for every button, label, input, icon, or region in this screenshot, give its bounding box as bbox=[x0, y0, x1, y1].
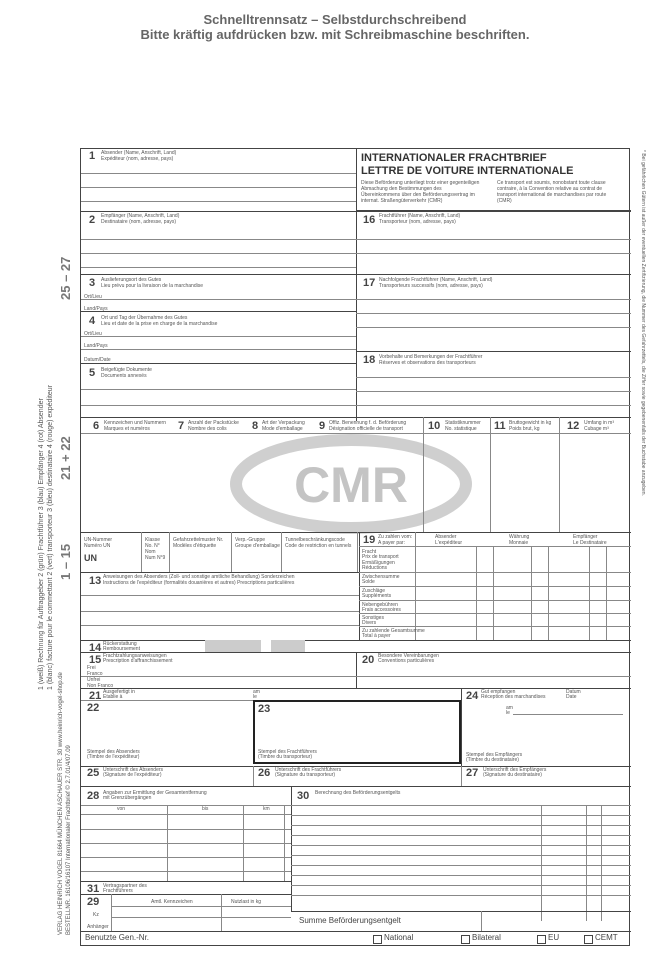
box-28-number: 28 bbox=[87, 790, 100, 802]
dg-numero-un: Numéro UN bbox=[84, 543, 111, 549]
box-13-label-fr: Instructions de l'expéditeur (formalités douanières et autres) Prescriptions particulières bbox=[103, 580, 295, 586]
box-18-number: 18 bbox=[363, 354, 376, 366]
box-8-label-fr: Mode d'emballage bbox=[262, 426, 303, 432]
title-box bbox=[356, 149, 631, 211]
cemt-checkbox[interactable] bbox=[584, 935, 593, 944]
dg-tunnel2: Code de restriction en tunnels bbox=[285, 543, 352, 549]
box-15-frei: Frei bbox=[87, 665, 96, 671]
box-21-label-fr: Etablie à bbox=[103, 694, 123, 700]
box-15-unfrei: Unfrei bbox=[87, 677, 101, 683]
dg-verp-gruppe: Verp.-Gruppe bbox=[235, 537, 266, 543]
box-10-number: 10 bbox=[428, 420, 441, 432]
box-15-nonfranco: Non Franco bbox=[87, 683, 114, 689]
box-24-date: Date bbox=[566, 694, 577, 700]
box-27-number: 27 bbox=[466, 767, 479, 779]
box-2-label: Empfänger (Name, Anschrift, Land) bbox=[101, 213, 180, 219]
box-24-label: Gut empfangen bbox=[481, 689, 516, 695]
cemt-label: CEMT bbox=[595, 933, 618, 942]
box-7-number: 7 bbox=[178, 420, 185, 432]
box-1-number: 1 bbox=[89, 150, 96, 162]
pay-row-6-fr: Total à payer bbox=[362, 633, 391, 639]
benutzte-label: Benutzte Gen.-Nr. bbox=[85, 933, 150, 942]
pay-row-2-de: Zwischensumme bbox=[362, 574, 400, 580]
box-8-label: Art der Verpackung bbox=[262, 420, 305, 426]
box-24-stempel-fr: (Timbre du destinataire) bbox=[466, 757, 519, 763]
box-11-number: 11 bbox=[494, 420, 506, 432]
box-21-label: Ausgefertigt in bbox=[103, 689, 135, 695]
pay-row-0-de: Fracht bbox=[362, 549, 377, 555]
box-21-le: le bbox=[253, 694, 257, 700]
summe-label: Summe Beförderungsentgelt bbox=[299, 916, 401, 925]
box-15-number: 15 bbox=[89, 654, 102, 666]
box-14-number: 14 bbox=[89, 642, 102, 654]
margin-copies: 1 (weiß) Rechnung für Auftraggeber 2 (grün) Frachtführer 3 (blau) Empfänger 4 (rot) Absender bbox=[38, 398, 45, 690]
box-25-number: 25 bbox=[87, 767, 100, 779]
box-19-destinataire: Le Destinataire bbox=[573, 540, 607, 546]
box-16-label-fr: Transporteur (nom, adresse, pays) bbox=[379, 219, 456, 225]
box-1-label: Absender (Name, Anschrift, Land) bbox=[101, 150, 177, 156]
box-25-label-fr: (Signature de l'expéditeur) bbox=[103, 772, 162, 778]
dg-un: UN bbox=[84, 553, 97, 563]
box-9-label: Offiz. Benennung f. d. Beförderung bbox=[329, 420, 407, 426]
pay-row-4-fr: Frais accessoires bbox=[362, 607, 401, 613]
box-24-le: le bbox=[506, 710, 510, 716]
box-4-ort: Ort/Lieu bbox=[84, 331, 102, 337]
box-17-number: 17 bbox=[363, 277, 376, 289]
box-18-label-fr: Réserves et observations des transporteurs bbox=[379, 360, 476, 366]
box-9-number: 9 bbox=[319, 420, 326, 432]
box-21-am: am bbox=[253, 689, 260, 695]
pay-row-3-fr: Suppléments bbox=[362, 593, 392, 599]
box-3-label-fr: Lieu prévu pour la livraison de la marchandise bbox=[101, 283, 204, 289]
box-28-km: km bbox=[263, 806, 270, 812]
box-26-label-fr: (Signature du transporteur) bbox=[275, 772, 336, 778]
box-6-number: 6 bbox=[93, 420, 100, 432]
cmr-form bbox=[80, 148, 630, 946]
title-text-fr: Ce transport est soumis, nonobstant toute clause contraire, à la Convention relative au contrat de transport international de marchandises par route (CMR) bbox=[497, 180, 607, 204]
box-26-number: 26 bbox=[258, 767, 271, 779]
box-6-label-fr: Marques et numéros bbox=[104, 426, 150, 432]
box-11-label: Bruttogewicht in kg bbox=[509, 420, 552, 426]
watermark-text: CMR bbox=[294, 457, 408, 513]
box-14-label: Rückerstattung bbox=[103, 641, 137, 647]
box-7-label-fr: Nombre des colis bbox=[188, 426, 227, 432]
cmr-watermark bbox=[226, 434, 476, 534]
box-24-am: am bbox=[506, 705, 513, 711]
margin-copies-fr: 1 (blanc) facture pour le commettant 2 (vert) transporteur 3 (bleu) destinataire 4 (rouge) expéditeur bbox=[47, 384, 54, 690]
box-28-bis: bis bbox=[202, 806, 209, 812]
box-30-label: Berechnung des Beförderungsentgelts bbox=[315, 790, 401, 796]
box-9-label-fr: Désignation officielle de transport bbox=[329, 426, 403, 432]
box-19-waehrung: Währung bbox=[509, 534, 530, 540]
box-24-datum: Datum bbox=[566, 689, 581, 695]
box-5-label-fr: Documents annexés bbox=[101, 373, 147, 379]
box-29-number: 29 bbox=[87, 896, 100, 908]
box-14-label-fr: Remboursement bbox=[103, 646, 140, 652]
dg-klasse: Klasse bbox=[145, 537, 161, 543]
box-15-franco: Franco bbox=[87, 671, 103, 677]
box-26-label: Unterschrift des Frachtführers bbox=[275, 767, 342, 773]
pay-row-3-de: Zuschläge bbox=[362, 588, 386, 594]
pay-row-5-de: Sonstiges bbox=[362, 615, 384, 621]
pay-row-0-fr: Prix de transport bbox=[362, 554, 399, 560]
margin-range-1: 1 – 15 bbox=[58, 543, 73, 580]
box-23-label: Stempel des Frachtführers bbox=[258, 749, 317, 755]
dg-klasse2: Num N°9 bbox=[145, 555, 166, 561]
box-6-label: Kennzeichen und Nummern bbox=[104, 420, 166, 426]
box-20-label-fr: Conventions particulières bbox=[378, 658, 435, 664]
box-31-label: Vertragspartner des bbox=[103, 883, 147, 889]
box-3-number: 3 bbox=[89, 277, 96, 289]
pay-row-4-de: Nebengebühren bbox=[362, 602, 398, 608]
box-12-label-fr: Cubage m³ bbox=[584, 426, 609, 432]
box-10-label-fr: No. statistique bbox=[445, 426, 477, 432]
box-28-label-fr: mit Grenzübergängen bbox=[103, 795, 152, 801]
bilateral-checkbox[interactable] bbox=[461, 935, 470, 944]
box-2-label-fr: Destinataire (nom, adresse, pays) bbox=[101, 219, 177, 225]
box-3-label: Auslieferungsort des Gutes bbox=[101, 277, 162, 283]
box-16-number: 16 bbox=[363, 214, 376, 226]
eu-checkbox[interactable] bbox=[537, 935, 546, 944]
pay-row-1-de: Ermäßigungen bbox=[362, 560, 395, 566]
box-17-label-fr: Transporteurs successifs (nom, adresse, pays) bbox=[379, 283, 483, 289]
box-3-land: Land/Pays bbox=[84, 306, 108, 312]
box-31-number: 31 bbox=[87, 883, 100, 895]
box-20-number: 20 bbox=[362, 654, 375, 666]
pay-row-2-fr: Solde bbox=[362, 579, 375, 585]
box-4-land: Land/Pays bbox=[84, 343, 108, 349]
box-19-expediteur: L'expéditeur bbox=[435, 540, 463, 546]
box-25-label: Unterschrift des Absenders bbox=[103, 767, 164, 773]
box-1-label-fr: Expéditeur (nom, adresse, pays) bbox=[101, 156, 174, 162]
dg-tunnel: Tunnelbeschränkungscode bbox=[285, 537, 345, 543]
dg-etiquette: Modèles d'étiquette bbox=[173, 543, 217, 549]
box-13-label: Anweisungen des Absenders (Zoll- und sonstige amtliche Behandlung) Sonderzeichen bbox=[103, 574, 295, 580]
box-29-anhaenger: Anhänger bbox=[87, 924, 109, 930]
box-4-label: Ort und Tag der Übernahme des Gutes bbox=[101, 315, 188, 321]
eu-label: EU bbox=[548, 933, 560, 942]
box-4-number: 4 bbox=[89, 315, 96, 327]
box-29-kz: Kz bbox=[93, 912, 99, 918]
box-28-label: Angaben zur Ermittlung der Gesamtentfernung bbox=[103, 790, 207, 796]
header-line-2: Bitte kräftig aufdrücken bzw. mit Schreibmaschine beschriften. bbox=[140, 27, 530, 42]
margin-publisher: VERLAG HEINRICH VOGEL 81664 MÜNCHEN ASCHAUER STR. 30 www.heinrich-vogel-shop.de bbox=[58, 672, 64, 935]
box-19-empfaenger: Empfänger bbox=[573, 534, 598, 540]
dg-n-vid2: Nom bbox=[145, 549, 156, 555]
pay-row-1-fr: Réductions bbox=[362, 565, 388, 571]
header-line-1: Schnelltrennsatz – Selbstdurchschreibend bbox=[203, 12, 467, 27]
box-5-label: Beigefügte Dokumente bbox=[101, 367, 152, 373]
dg-n-vid: No. N° bbox=[145, 543, 160, 549]
box-30-number: 30 bbox=[297, 790, 310, 802]
box-12-number: 12 bbox=[567, 420, 580, 432]
bilateral-label: Bilateral bbox=[472, 933, 501, 942]
box-21-number: 21 bbox=[89, 690, 102, 702]
dg-groupe-emb: Groupe d'emballage bbox=[235, 543, 280, 549]
box-22-label-fr: (Timbre de l'expéditeur) bbox=[87, 754, 140, 760]
title-fr: LETTRE DE VOITURE INTERNATIONALE bbox=[361, 165, 574, 177]
margin-order: BESTELLNR. 16106/16107 Internationaler Frachtbrief © 2.7.01/4/07.09 bbox=[66, 745, 72, 935]
dg-gefahrzettel: Gefahrzettelmuster Nr. bbox=[173, 537, 224, 543]
box-22-label: Stempel des Absenders bbox=[87, 749, 140, 755]
box-20-label: Besondere Vereinbarungen bbox=[378, 653, 439, 659]
box-23-label-fr: (Timbre du transporteur) bbox=[258, 754, 312, 760]
box-19-number: 19 bbox=[363, 534, 376, 546]
box-27-label-fr: (Signature du destinataire) bbox=[483, 772, 542, 778]
box-19-label: Zu zahlen vom: bbox=[378, 534, 413, 540]
box-17-label: Nachfolgende Frachtführer (Name, Anschrift, Land) bbox=[379, 277, 493, 283]
box-13-number: 13 bbox=[89, 575, 102, 587]
box-28-von: von bbox=[117, 806, 126, 812]
pay-row-5-fr: Divers bbox=[362, 620, 377, 626]
pay-row-6-de: Zu zahlende Gesamtsumme bbox=[362, 628, 425, 634]
box-4-label-fr: Lieu et date de la prise en charge de la marchandise bbox=[101, 321, 218, 327]
box-5-number: 5 bbox=[89, 367, 96, 379]
box-15-label: Frachtzahlungsanweisungen bbox=[103, 653, 167, 659]
title-text-de: Diese Beförderung unterliegt trotz einer gegenteiligen Abmachung den Bestimmungen des Übereinkommens über den Beförderungsvertrag im internat. Straßengüterverkehr (CMR) bbox=[361, 180, 480, 204]
box-16-label: Frachtführer (Name, Anschrift, Land) bbox=[379, 213, 461, 219]
box-24-number: 24 bbox=[466, 690, 479, 702]
box-27-label: Unterschrift des Empfängers bbox=[483, 767, 547, 773]
box-19-label-fr: A payer par: bbox=[378, 540, 405, 546]
box-29-nutzlast: Nutzlast in kg bbox=[231, 899, 262, 905]
margin-range-2: 21 + 22 bbox=[58, 436, 73, 480]
box-22-number: 22 bbox=[87, 702, 100, 714]
national-checkbox[interactable] bbox=[373, 935, 382, 944]
box-19-absender: Absender bbox=[435, 534, 457, 540]
box-19-monnaie: Monnaie bbox=[509, 540, 529, 546]
box-4-datum: Datum/Date bbox=[84, 357, 111, 363]
dg-un-nummer: UN-Nummer bbox=[84, 537, 113, 543]
box-12-label: Umfang in m³ bbox=[584, 420, 615, 426]
box-11-label-fr: Poids brut, kg bbox=[509, 426, 540, 432]
title-de: INTERNATIONALER FRACHTBRIEF bbox=[361, 152, 547, 164]
margin-right-note: * Bei gefährlichen Gütern ist außer der eventuellen Zertifizierung, die Nummer des Gefahrzettels, die Ziffer sowie gegebenenfalls der Buchstabe anzugeben. bbox=[640, 150, 646, 496]
box-31-label-fr: Frachtführers bbox=[103, 888, 133, 894]
box-2-number: 2 bbox=[89, 214, 96, 226]
box-7-label: Anzahl der Packstücke bbox=[188, 420, 239, 426]
box-24-stempel: Stempel des Empfängers bbox=[466, 752, 523, 758]
box-15-label-fr: Prescription d'affranchissement bbox=[103, 658, 173, 664]
box-3-ort: Ort/Lieu bbox=[84, 294, 102, 300]
margin-range-3: 25 – 27 bbox=[58, 256, 73, 300]
box-24-label-fr: Réception des marchandises bbox=[481, 694, 546, 700]
box-10-label: Statistiknummer bbox=[445, 420, 481, 426]
box-18-label: Vorbehalte und Bemerkungen der Frachtführer bbox=[379, 354, 483, 360]
box-29-amtl: Amtl. Kennzeichen bbox=[151, 899, 193, 905]
national-label: National bbox=[384, 933, 414, 942]
box-8-number: 8 bbox=[252, 420, 259, 432]
box-23-number: 23 bbox=[258, 703, 271, 715]
